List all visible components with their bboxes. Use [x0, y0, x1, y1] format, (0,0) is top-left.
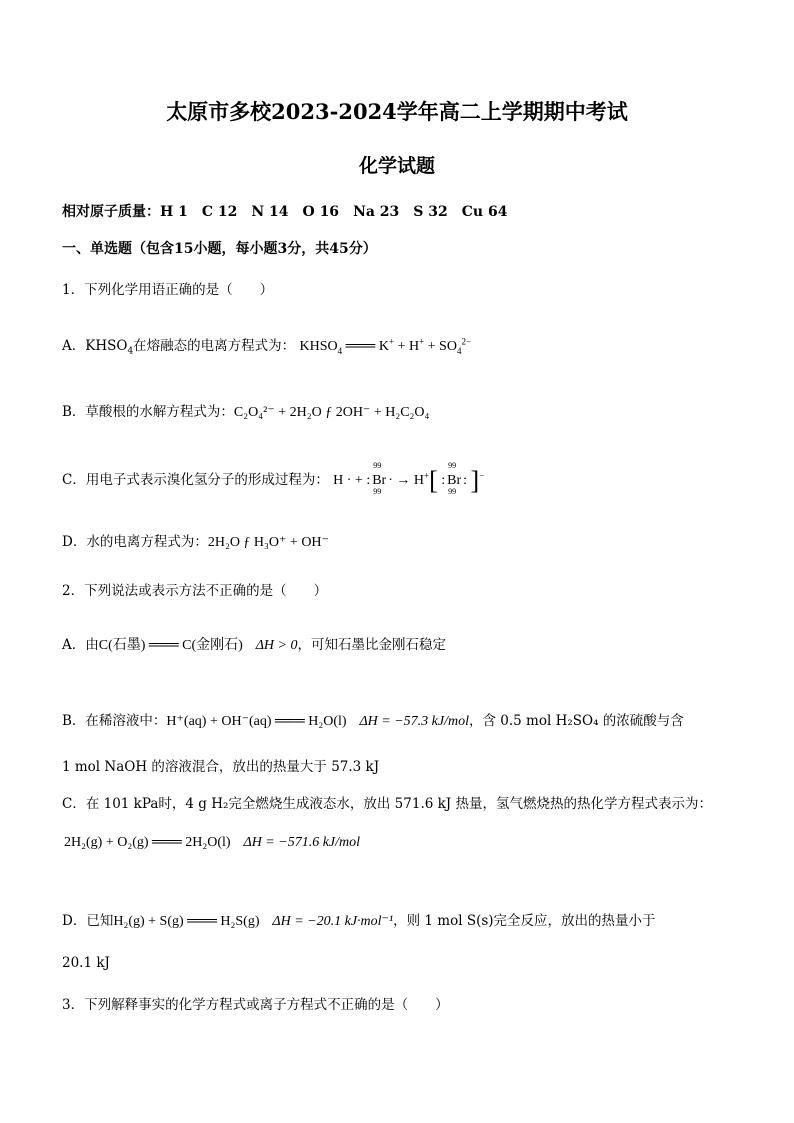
- q1-c-br-ion: [445, 461, 463, 496]
- q3-stem: 3．下列解释事实的化学方程式或离子方程式不正确的是（ ）: [62, 997, 449, 1013]
- atomic-mass-o: O 16: [302, 204, 340, 220]
- q2-c-equation-line: [64, 834, 360, 851]
- section-heading: 一、单选题（包含15小题，每小题3分，共45分）: [62, 241, 377, 257]
- q1-a-sub: 4: [127, 346, 134, 357]
- q2-b-delta-h: ΔH = −57.3 kJ/mol: [359, 714, 469, 729]
- q1-option-a: [62, 334, 471, 355]
- atomic-mass-label: 相对原子质量：: [62, 204, 160, 220]
- q1-c-h-ion: H: [413, 473, 425, 488]
- q2-a-label: A．由: [62, 637, 99, 653]
- q2-a-delta-h: ΔH > 0: [255, 638, 298, 653]
- atomic-mass-cu: Cu 64: [461, 204, 508, 220]
- exam-title: 太原市多校2023-2024学年高二上学期期中考试: [166, 99, 628, 124]
- q2-d-equation: H₂(g) + S(g) ═══ H₂S(g): [113, 914, 260, 929]
- q1-c-text: C．用电子式表示溴化氢分子的形成过程为：: [62, 472, 329, 488]
- q1-c-dots-bottom: 99: [373, 487, 382, 496]
- q2-b-label: B．在稀溶液中：: [62, 713, 167, 729]
- q2-option-a: [62, 633, 446, 654]
- q1-a-label: A．KHSO: [62, 338, 128, 354]
- q2-d-label: D．已知: [62, 913, 114, 929]
- q2-d-delta-h: ΔH = −20.1 kJ·mol⁻¹: [272, 914, 394, 929]
- q1-a-so-sup: 2−: [461, 336, 472, 347]
- atomic-mass-na: Na 23: [353, 204, 400, 220]
- q2-d-line2: 20.1 kJ: [62, 955, 110, 971]
- q1-option-c: [62, 461, 485, 502]
- atomic-mass-h: H 1: [160, 204, 188, 220]
- q1-c-h-atom: H: [333, 473, 344, 488]
- q1-c-electron-formula: H · + : 99 Br 99 · → H+[ : 99 Br 99 : ]−: [333, 461, 485, 496]
- q1-b-text: B．草酸根的水解方程式为：: [62, 404, 234, 420]
- q2-b-line2: 1 mol NaOH 的溶液混合，放出的热量大于 57.3 kJ: [62, 759, 380, 775]
- q2-c-equation: 2H₂(g) + O₂(g) ═══ 2H₂O(l): [64, 835, 231, 850]
- q1-c-br-label: Br: [372, 473, 387, 488]
- q1-d-text: D．水的电离方程式为：: [62, 534, 208, 550]
- q1-option-b: [62, 400, 429, 421]
- q2-option-b: [62, 709, 684, 730]
- q2-a-equation: C(石墨) ═══ C(金刚石): [98, 638, 243, 653]
- q1-c-dots-top: 99: [373, 461, 382, 470]
- q1-a-text: 在熔融态的电离方程式为：: [133, 338, 296, 354]
- q2-c-delta-h: ΔH = −571.6 kJ/mol: [243, 835, 361, 850]
- q2-a-text: ，可知石墨比金刚石稳定: [297, 637, 446, 653]
- q1-a-eq-so: + SO: [427, 339, 457, 354]
- q2-option-d: [62, 909, 656, 930]
- q1-c-bracket-left: [: [429, 466, 438, 495]
- q2-b-equation: H⁺(aq) + OH⁻(aq) ═══ H₂O(l): [166, 714, 347, 729]
- q1-stem: 1．下列化学用语正确的是（ ）: [62, 282, 274, 298]
- q1-a-eq-left: KHSO: [299, 339, 338, 354]
- q1-c-br-atom: [370, 461, 388, 496]
- q1-b-equation: C₂O₄²⁻ + 2H₂O ƒ 2OH⁻ + H₂C₂O₄: [233, 405, 430, 420]
- q1-c-ion-dots-top: 99: [448, 461, 457, 470]
- exam-subject: 化学试题: [358, 155, 435, 177]
- q1-c-bracket-right: ]: [470, 466, 480, 495]
- q2-d-text: ，则 1 mol S(s)完全反应，放出的热量小于: [393, 913, 656, 929]
- q2-option-c: C．在 101 kPa时，4 g H₂完全燃烧生成液态水，放出 571.6 kJ 热量，氢气燃烧热的热化学方程式表示为：: [62, 796, 712, 812]
- q1-c-br-ion-label: Br: [447, 473, 462, 488]
- atomic-masses: [62, 201, 521, 221]
- q1-a-eq-sub: 4: [337, 345, 343, 356]
- q1-a-so-sub: 4: [456, 345, 462, 356]
- atomic-mass-s: S 32: [413, 204, 448, 220]
- q1-option-d: [62, 530, 329, 551]
- q1-a-equation: $KHSO_4$ ═══ $K^+ + H^+ + SO_4^{2-}$: [299, 336, 472, 356]
- q1-a-eq-right: K: [378, 339, 389, 354]
- q1-c-ion-dots-bottom: 99: [448, 487, 457, 496]
- atomic-mass-c: C 12: [201, 204, 238, 220]
- q2-stem: 2．下列说法或表示方法不正确的是（ ）: [62, 583, 328, 599]
- q1-d-equation: 2H₂O ƒ H₃O⁺ + OH⁻: [207, 535, 329, 550]
- q2-b-text: ，含 0.5 mol H₂SO₄ 的浓硫酸与含: [469, 713, 684, 729]
- q1-a-eq-h: + H: [397, 339, 420, 354]
- atomic-mass-n: N 14: [251, 204, 289, 220]
